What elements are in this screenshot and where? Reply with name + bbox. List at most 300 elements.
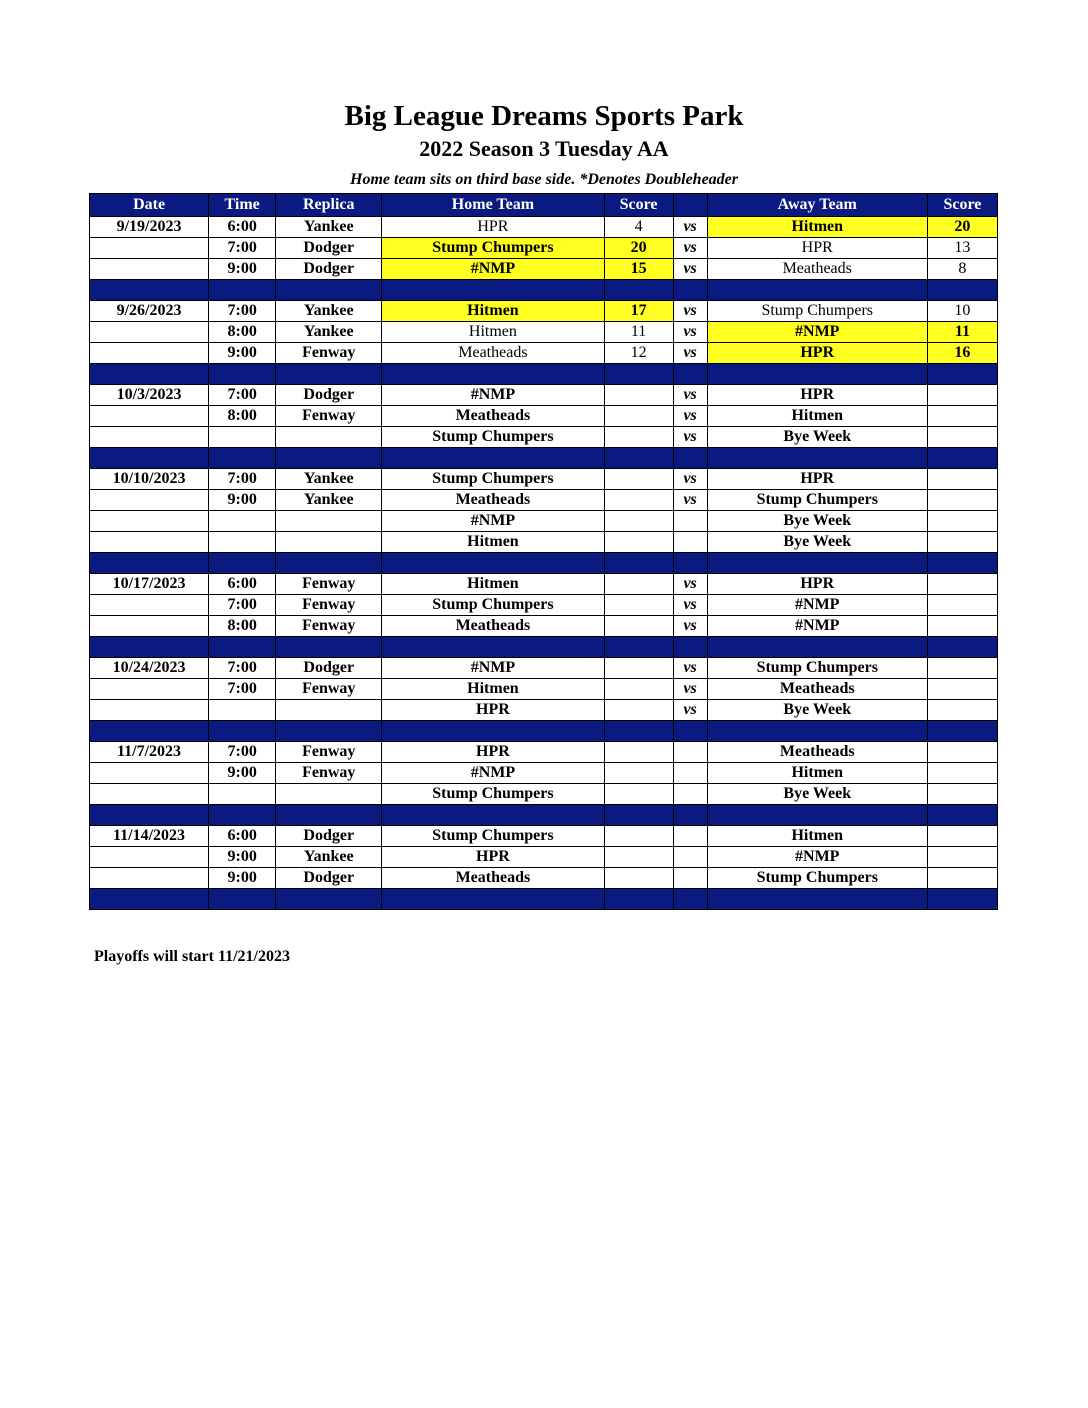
separator-cell [673, 448, 707, 469]
week-separator [90, 364, 998, 385]
game-date [90, 679, 209, 700]
game-field [276, 532, 382, 553]
game-time: 7:00 [209, 385, 276, 406]
game-row [90, 238, 998, 259]
week-separator [90, 280, 998, 301]
separator-cell [673, 553, 707, 574]
vs-label: vs [673, 595, 707, 616]
separator-cell [209, 280, 276, 301]
home-team: Meatheads [382, 868, 604, 889]
home-score: 20 [604, 238, 673, 259]
game-row [90, 322, 998, 343]
away-score [927, 784, 997, 805]
vs-label [673, 511, 707, 532]
game-row [90, 616, 998, 637]
away-team: #NMP [707, 847, 927, 868]
separator-cell [209, 448, 276, 469]
home-team: Hitmen [382, 679, 604, 700]
away-team: #NMP [707, 595, 927, 616]
game-row [90, 259, 998, 280]
away-team: Bye Week [707, 700, 927, 721]
home-team: Stump Chumpers [382, 784, 604, 805]
away-team: HPR [707, 574, 927, 595]
game-row [90, 847, 998, 868]
game-field: Yankee [276, 490, 382, 511]
game-date: 10/24/2023 [90, 658, 209, 679]
separator-cell [90, 553, 209, 574]
game-date [90, 532, 209, 553]
away-score [927, 385, 997, 406]
game-time: 8:00 [209, 406, 276, 427]
away-score [927, 406, 997, 427]
home-team: HPR [382, 847, 604, 868]
separator-cell [276, 280, 382, 301]
game-row [90, 511, 998, 532]
game-row [90, 427, 998, 448]
separator-cell [604, 805, 673, 826]
separator-cell [382, 448, 604, 469]
separator-cell [90, 280, 209, 301]
page-title: Big League Dreams Sports Park [344, 100, 744, 132]
away-score [927, 868, 997, 889]
vs-label: vs [673, 238, 707, 259]
week-separator [90, 553, 998, 574]
schedule-body [90, 217, 998, 910]
game-field: Fenway [276, 595, 382, 616]
game-time: 7:00 [209, 595, 276, 616]
game-date: 11/14/2023 [90, 826, 209, 847]
home-team: #NMP [382, 385, 604, 406]
away-score [927, 763, 997, 784]
vs-label: vs [673, 217, 707, 238]
col-header-time: Time [209, 194, 276, 217]
home-team: Stump Chumpers [382, 427, 604, 448]
home-team: Meatheads [382, 616, 604, 637]
home-team: #NMP [382, 511, 604, 532]
separator-cell [673, 721, 707, 742]
separator-cell [382, 280, 604, 301]
game-date [90, 847, 209, 868]
game-date: 10/10/2023 [90, 469, 209, 490]
separator-cell [209, 553, 276, 574]
game-time: 7:00 [209, 238, 276, 259]
game-date: 10/3/2023 [90, 385, 209, 406]
game-date [90, 784, 209, 805]
game-field: Yankee [276, 847, 382, 868]
game-time: 9:00 [209, 259, 276, 280]
away-team: Hitmen [707, 763, 927, 784]
separator-cell [604, 721, 673, 742]
home-score: 17 [604, 301, 673, 322]
separator-cell [209, 805, 276, 826]
separator-cell [673, 280, 707, 301]
away-team: HPR [707, 343, 927, 364]
home-team: Stump Chumpers [382, 826, 604, 847]
game-field: Fenway [276, 574, 382, 595]
home-team: Hitmen [382, 322, 604, 343]
away-score: 10 [927, 301, 997, 322]
home-team: #NMP [382, 763, 604, 784]
game-field: Yankee [276, 217, 382, 238]
separator-cell [927, 280, 997, 301]
game-date [90, 343, 209, 364]
game-time: 9:00 [209, 868, 276, 889]
week-separator [90, 448, 998, 469]
separator-cell [209, 721, 276, 742]
vs-label: vs [673, 679, 707, 700]
home-team: #NMP [382, 658, 604, 679]
vs-label: vs [673, 658, 707, 679]
away-score [927, 700, 997, 721]
separator-cell [276, 721, 382, 742]
separator-cell [673, 637, 707, 658]
vs-label: vs [673, 406, 707, 427]
vs-label: vs [673, 427, 707, 448]
away-score [927, 532, 997, 553]
home-score [604, 847, 673, 868]
separator-cell [604, 637, 673, 658]
game-field: Yankee [276, 301, 382, 322]
separator-cell [276, 805, 382, 826]
game-date [90, 259, 209, 280]
home-score: 15 [604, 259, 673, 280]
home-team: Stump Chumpers [382, 469, 604, 490]
schedule-table [89, 193, 998, 910]
game-field: Fenway [276, 616, 382, 637]
separator-cell [276, 637, 382, 658]
vs-label [673, 763, 707, 784]
home-score [604, 574, 673, 595]
game-row [90, 658, 998, 679]
vs-label: vs [673, 343, 707, 364]
game-row [90, 301, 998, 322]
game-date [90, 322, 209, 343]
game-time: 9:00 [209, 763, 276, 784]
vs-label [673, 532, 707, 553]
separator-cell [90, 364, 209, 385]
home-score [604, 511, 673, 532]
game-field: Fenway [276, 343, 382, 364]
separator-cell [382, 553, 604, 574]
away-team: Bye Week [707, 784, 927, 805]
week-separator [90, 805, 998, 826]
separator-cell [707, 280, 927, 301]
away-score: 13 [927, 238, 997, 259]
home-score: 4 [604, 217, 673, 238]
separator-cell [707, 805, 927, 826]
home-team: HPR [382, 742, 604, 763]
game-row [90, 742, 998, 763]
separator-cell [707, 553, 927, 574]
game-field: Fenway [276, 763, 382, 784]
header-row [90, 194, 998, 217]
separator-cell [604, 889, 673, 910]
game-date [90, 511, 209, 532]
home-score [604, 532, 673, 553]
game-time [209, 511, 276, 532]
game-row [90, 532, 998, 553]
home-score [604, 406, 673, 427]
game-field: Dodger [276, 826, 382, 847]
game-row [90, 784, 998, 805]
separator-cell [927, 889, 997, 910]
home-score [604, 427, 673, 448]
home-score [604, 616, 673, 637]
playoffs-note: Playoffs will start 11/21/2023 [94, 948, 290, 965]
home-score [604, 679, 673, 700]
separator-cell [927, 448, 997, 469]
separator-cell [382, 889, 604, 910]
game-field: Fenway [276, 406, 382, 427]
separator-cell [604, 280, 673, 301]
doubleheader-note: Home team sits on third base side. *Denotes Doubleheader [350, 171, 738, 188]
game-row [90, 490, 998, 511]
home-score [604, 868, 673, 889]
game-row [90, 406, 998, 427]
separator-cell [382, 364, 604, 385]
game-row [90, 700, 998, 721]
vs-label: vs [673, 301, 707, 322]
separator-cell [707, 364, 927, 385]
vs-label [673, 847, 707, 868]
away-team: HPR [707, 238, 927, 259]
game-time: 7:00 [209, 742, 276, 763]
away-team: Hitmen [707, 217, 927, 238]
col-header-home-score: Score [604, 194, 673, 217]
away-score: 8 [927, 259, 997, 280]
separator-cell [673, 805, 707, 826]
home-team: Stump Chumpers [382, 238, 604, 259]
separator-cell [927, 364, 997, 385]
vs-label: vs [673, 259, 707, 280]
home-team: HPR [382, 217, 604, 238]
separator-cell [90, 637, 209, 658]
game-row [90, 574, 998, 595]
game-time [209, 784, 276, 805]
game-date [90, 868, 209, 889]
game-time: 7:00 [209, 469, 276, 490]
col-header-replica: Replica [276, 194, 382, 217]
separator-cell [927, 721, 997, 742]
away-team: Meatheads [707, 679, 927, 700]
separator-cell [90, 448, 209, 469]
separator-cell [276, 553, 382, 574]
vs-label: vs [673, 490, 707, 511]
away-score: 20 [927, 217, 997, 238]
game-row [90, 868, 998, 889]
home-score [604, 658, 673, 679]
game-field: Dodger [276, 259, 382, 280]
game-time: 7:00 [209, 658, 276, 679]
game-time [209, 532, 276, 553]
game-time: 7:00 [209, 301, 276, 322]
game-date [90, 763, 209, 784]
separator-cell [927, 805, 997, 826]
game-field [276, 511, 382, 532]
vs-label: vs [673, 322, 707, 343]
game-date: 9/26/2023 [90, 301, 209, 322]
game-time: 9:00 [209, 490, 276, 511]
game-time: 6:00 [209, 574, 276, 595]
separator-cell [673, 889, 707, 910]
game-time [209, 427, 276, 448]
home-score [604, 700, 673, 721]
away-score [927, 490, 997, 511]
game-time: 6:00 [209, 826, 276, 847]
separator-cell [707, 448, 927, 469]
separator-cell [673, 364, 707, 385]
away-team: Hitmen [707, 406, 927, 427]
game-field: Dodger [276, 658, 382, 679]
away-score [927, 574, 997, 595]
away-score: 11 [927, 322, 997, 343]
away-score [927, 679, 997, 700]
away-team: Bye Week [707, 532, 927, 553]
separator-cell [707, 637, 927, 658]
away-score [927, 826, 997, 847]
vs-label [673, 826, 707, 847]
vs-label [673, 742, 707, 763]
home-score: 11 [604, 322, 673, 343]
home-score [604, 490, 673, 511]
game-row [90, 217, 998, 238]
col-header-away-score: Score [927, 194, 997, 217]
page-subtitle: 2022 Season 3 Tuesday AA [419, 136, 669, 161]
game-date [90, 490, 209, 511]
separator-cell [604, 448, 673, 469]
game-row [90, 679, 998, 700]
separator-cell [382, 721, 604, 742]
away-team: Meatheads [707, 259, 927, 280]
away-team: Stump Chumpers [707, 868, 927, 889]
home-score [604, 784, 673, 805]
away-team: Stump Chumpers [707, 490, 927, 511]
home-score [604, 826, 673, 847]
away-score [927, 595, 997, 616]
vs-label: vs [673, 700, 707, 721]
separator-cell [276, 889, 382, 910]
away-team: #NMP [707, 616, 927, 637]
col-header-home-team: Home Team [382, 194, 604, 217]
away-team: HPR [707, 385, 927, 406]
game-field: Yankee [276, 469, 382, 490]
away-score [927, 847, 997, 868]
vs-label: vs [673, 616, 707, 637]
game-time: 8:00 [209, 616, 276, 637]
separator-cell [382, 637, 604, 658]
away-score [927, 469, 997, 490]
vs-label [673, 868, 707, 889]
home-score: 12 [604, 343, 673, 364]
col-header-date: Date [90, 194, 209, 217]
separator-cell [707, 721, 927, 742]
game-time: 6:00 [209, 217, 276, 238]
home-score [604, 385, 673, 406]
separator-cell [209, 637, 276, 658]
home-team: #NMP [382, 259, 604, 280]
away-team: Meatheads [707, 742, 927, 763]
home-team: Meatheads [382, 343, 604, 364]
col-header-vs [673, 194, 707, 217]
vs-label: vs [673, 574, 707, 595]
game-field: Fenway [276, 742, 382, 763]
game-field: Dodger [276, 385, 382, 406]
away-score [927, 658, 997, 679]
game-field [276, 700, 382, 721]
week-separator [90, 721, 998, 742]
home-team: Hitmen [382, 532, 604, 553]
separator-cell [276, 448, 382, 469]
separator-cell [90, 805, 209, 826]
away-score [927, 742, 997, 763]
separator-cell [604, 553, 673, 574]
game-date [90, 427, 209, 448]
away-team: Bye Week [707, 511, 927, 532]
away-team: Hitmen [707, 826, 927, 847]
game-time: 9:00 [209, 343, 276, 364]
separator-cell [927, 553, 997, 574]
home-team: Meatheads [382, 490, 604, 511]
separator-cell [382, 805, 604, 826]
game-field: Dodger [276, 238, 382, 259]
game-time: 9:00 [209, 847, 276, 868]
game-date [90, 700, 209, 721]
game-row [90, 343, 998, 364]
home-score [604, 742, 673, 763]
game-row [90, 826, 998, 847]
away-score [927, 511, 997, 532]
home-team: Hitmen [382, 301, 604, 322]
week-separator [90, 637, 998, 658]
vs-label: vs [673, 469, 707, 490]
game-field: Dodger [276, 868, 382, 889]
game-time: 7:00 [209, 679, 276, 700]
game-date [90, 406, 209, 427]
col-header-away-team: Away Team [707, 194, 927, 217]
home-score [604, 469, 673, 490]
week-separator [90, 889, 998, 910]
separator-cell [209, 364, 276, 385]
home-score [604, 763, 673, 784]
separator-cell [90, 889, 209, 910]
home-team: Stump Chumpers [382, 595, 604, 616]
game-date [90, 238, 209, 259]
separator-cell [604, 364, 673, 385]
game-field: Fenway [276, 679, 382, 700]
game-date: 10/17/2023 [90, 574, 209, 595]
game-date: 11/7/2023 [90, 742, 209, 763]
away-score [927, 427, 997, 448]
vs-label: vs [673, 385, 707, 406]
separator-cell [90, 721, 209, 742]
game-field [276, 784, 382, 805]
separator-cell [276, 364, 382, 385]
game-row [90, 385, 998, 406]
game-time: 8:00 [209, 322, 276, 343]
game-time [209, 700, 276, 721]
game-date: 9/19/2023 [90, 217, 209, 238]
game-field [276, 427, 382, 448]
separator-cell [707, 889, 927, 910]
away-team: Bye Week [707, 427, 927, 448]
game-date [90, 595, 209, 616]
home-score [604, 595, 673, 616]
game-field: Yankee [276, 322, 382, 343]
game-row [90, 763, 998, 784]
away-team: Stump Chumpers [707, 301, 927, 322]
game-row [90, 595, 998, 616]
separator-cell [209, 889, 276, 910]
